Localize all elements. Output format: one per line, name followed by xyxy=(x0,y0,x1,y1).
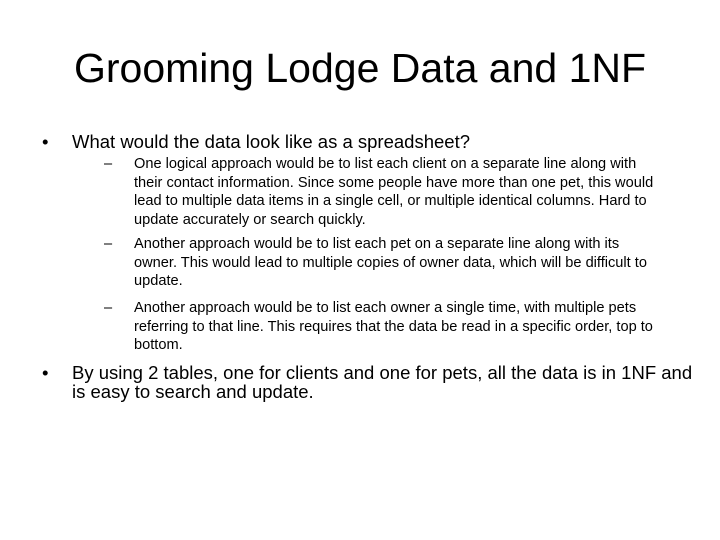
text-line: One logical approach would be to list each client on a separate line along with xyxy=(134,156,637,172)
text-line: Another approach would be to list each owner a single time, with multiple pets xyxy=(134,300,637,316)
bullet-marker: • xyxy=(42,131,49,152)
text-line: referring to that line. This requires that the data be read in a specific order, top to xyxy=(134,318,653,335)
text-line: What would the data look like as a spreadsheet? xyxy=(72,131,470,152)
text-line: bottom. xyxy=(134,337,183,353)
text-line: their contact information. Since some people have more than one pet, this would xyxy=(134,174,654,191)
sub-bullet-text xyxy=(134,235,647,291)
bullet-text xyxy=(72,363,692,401)
dash-marker: – xyxy=(104,156,113,172)
text-line: owner. This would lead to multiple copies of owner data, which will be difficult to xyxy=(134,254,647,271)
text-line: lead to multiple data items in a single cell, or multiple identical columns. Hard to xyxy=(134,193,647,209)
text-line: By using 2 tables, one for clients and one for pets, all the data is in 1NF and xyxy=(72,362,693,383)
text-line: update. xyxy=(134,273,183,289)
slide-title: Grooming Lodge Data and 1NF xyxy=(73,45,647,91)
text-line: is easy to search and update. xyxy=(72,381,314,402)
dash-marker: – xyxy=(104,236,113,252)
bullet-marker: • xyxy=(42,362,49,383)
dash-marker: – xyxy=(104,300,113,316)
text-line: update accurately or search quickly. xyxy=(134,211,366,228)
sub-bullet-text xyxy=(134,155,653,229)
bullet-text xyxy=(72,132,470,151)
sub-bullet-text xyxy=(134,299,653,355)
text-line: Another approach would be to list each pet on a separate line along with its xyxy=(134,236,620,252)
